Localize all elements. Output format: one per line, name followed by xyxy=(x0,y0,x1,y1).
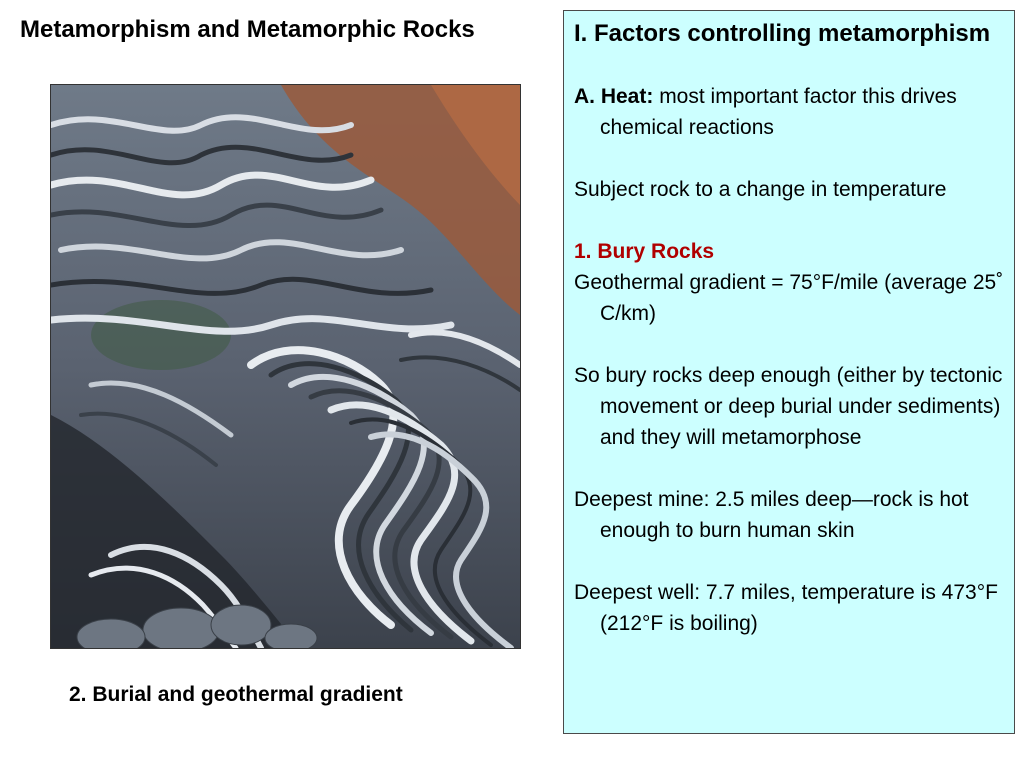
image-caption: 2. Burial and geothermal gradient xyxy=(69,683,403,706)
bury-rocks-heading: 1. Bury Rocks xyxy=(574,240,715,263)
deepest-mine-text: Deepest mine: 2.5 miles deep—rock is hot enough to burn human skin xyxy=(574,488,969,542)
temperature-change-text: Subject rock to a change in temperature xyxy=(574,178,947,201)
slide-title: Metamorphism and Metamorphic Rocks xyxy=(20,16,475,43)
deepest-well-text: Deepest well: 7.7 miles, temperature is 473°F (212°F is boiling) xyxy=(574,581,998,635)
panel-heading: I. Factors controlling metamorphism xyxy=(574,20,991,47)
heat-label: A. Heat: xyxy=(574,85,654,108)
geothermal-gradient-text: Geothermal gradient = 75°F/mile (average 25˚ C/km) xyxy=(574,271,1004,325)
folded-metamorphic-rock-photo xyxy=(50,84,521,649)
heat-paragraph xyxy=(574,81,1006,143)
bury-rocks-text: So bury rocks deep enough (either by tectonic movement or deep burial under sediments) and they will metamorphose xyxy=(574,364,1003,449)
heat-text: most important factor this drives chemical reactions xyxy=(600,85,957,139)
factors-panel xyxy=(563,10,1015,734)
